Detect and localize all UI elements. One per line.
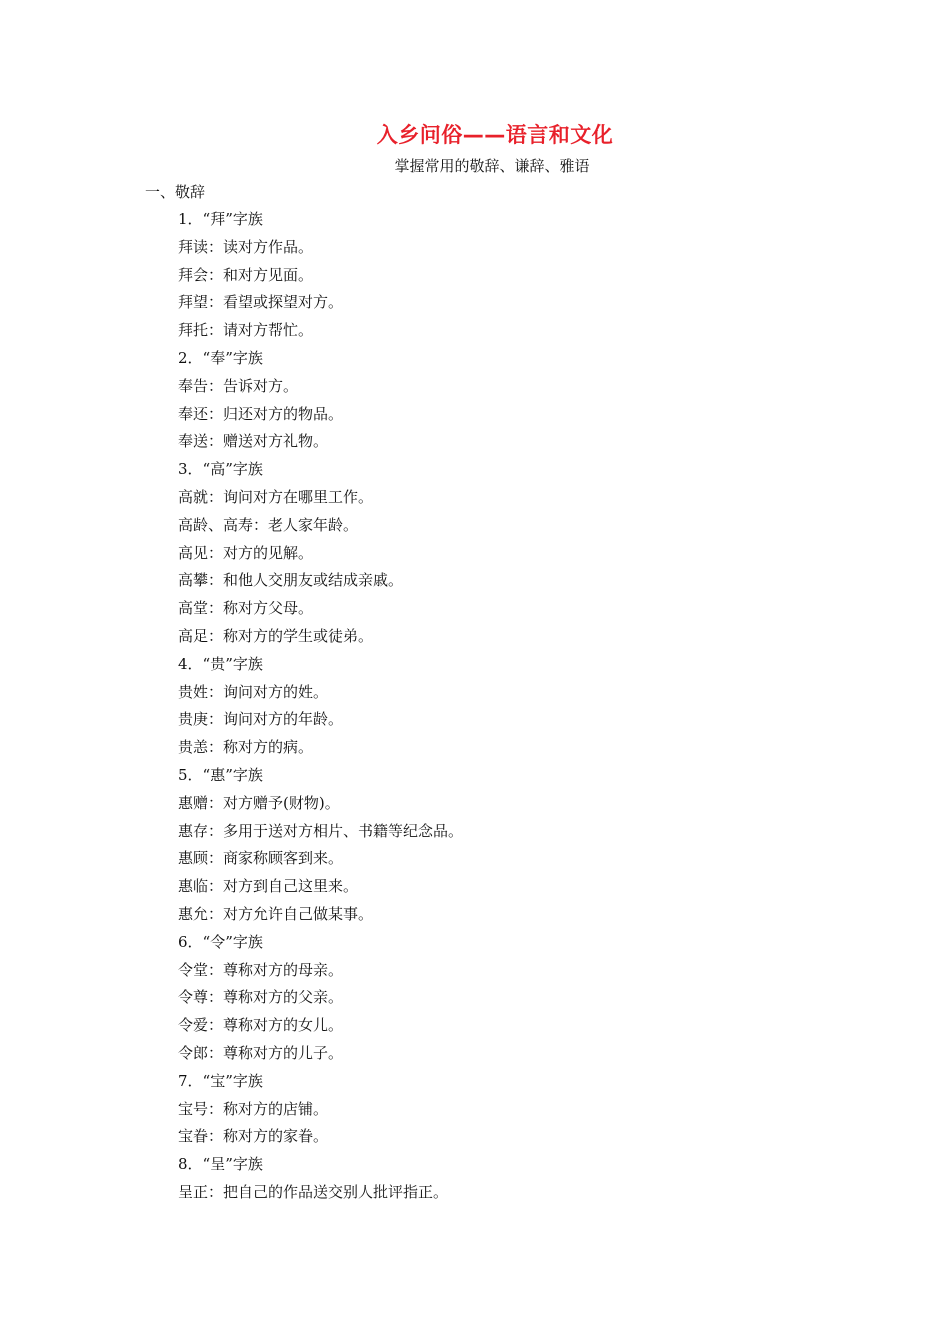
list-item: 贵庚：询问对方的年龄。 — [178, 710, 344, 729]
list-item: 拜读：读对方作品。 — [178, 237, 314, 256]
group-heading: 2．“奉”字族 — [178, 348, 263, 367]
group-heading: 4．“贵”字族 — [178, 654, 263, 673]
group-heading: 1．“拜”字族 — [178, 210, 263, 228]
list-item: 高见：对方的见解。 — [178, 543, 314, 562]
list-item: 高足：称对方的学生或徒弟。 — [178, 626, 374, 645]
list-item: 呈正：把自己的作品送交别人批评指正。 — [178, 1182, 449, 1201]
group-heading: 7．“宝”字族 — [178, 1071, 263, 1090]
list-item: 高龄、高寿：老人家年龄。 — [178, 515, 359, 534]
list-item: 奉送：赠送对方礼物。 — [178, 432, 329, 451]
page-title: 入乡问俗——语言和文化 — [376, 123, 614, 147]
list-item: 拜望：看望或探望对方。 — [178, 293, 344, 312]
group-heading: 5．“惠”字族 — [178, 765, 263, 784]
list-item: 令尊：尊称对方的父亲。 — [178, 988, 344, 1007]
list-item: 拜托：请对方帮忙。 — [178, 321, 314, 340]
list-item: 宝号：称对方的店铺。 — [178, 1099, 329, 1118]
list-item: 高攀：和他人交朋友或结成亲戚。 — [178, 571, 404, 590]
group-heading: 6．“令”字族 — [178, 932, 263, 951]
list-item: 令堂：尊称对方的母亲。 — [178, 960, 344, 979]
section-heading: 一、敬辞 — [145, 183, 206, 201]
list-item: 奉还：归还对方的物品。 — [178, 404, 344, 423]
list-item: 奉告：告诉对方。 — [178, 376, 299, 395]
page-subtitle: 掌握常用的敬辞、谦辞、雅语 — [394, 157, 590, 175]
list-item: 令郎：尊称对方的儿子。 — [178, 1043, 344, 1062]
group-heading: 3．“高”字族 — [178, 460, 263, 479]
list-item: 惠临：对方到自己这里来。 — [178, 877, 359, 896]
list-item: 贵恙：称对方的病。 — [178, 738, 314, 757]
list-item: 贵姓：询问对方的姓。 — [178, 682, 329, 701]
list-item: 惠赠：对方赠予(财物)。 — [178, 793, 340, 812]
list-item: 惠允：对方允许自己做某事。 — [178, 904, 374, 923]
list-item: 高堂：称对方父母。 — [178, 599, 314, 618]
list-item: 惠存：多用于送对方相片、书籍等纪念品。 — [178, 821, 464, 840]
list-item: 拜会：和对方见面。 — [178, 265, 314, 284]
group-heading: 8．“呈”字族 — [178, 1155, 263, 1174]
list-item: 宝眷：称对方的家眷。 — [178, 1127, 329, 1146]
list-item: 惠顾：商家称顾客到来。 — [178, 849, 344, 868]
entry-list — [178, 206, 463, 1207]
list-item: 高就：询问对方在哪里工作。 — [178, 487, 374, 506]
list-item: 令爱：尊称对方的女儿。 — [178, 1016, 344, 1035]
